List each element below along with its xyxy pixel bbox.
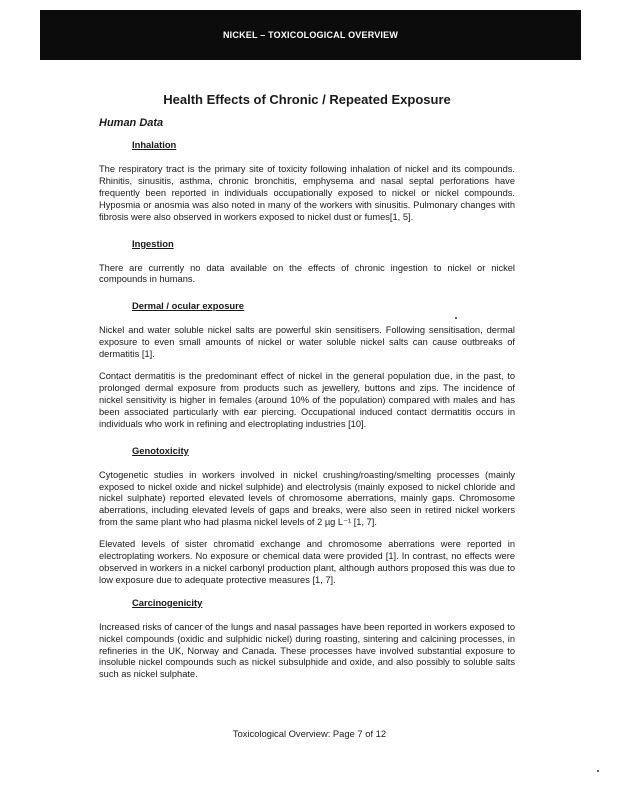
document-body (99, 92, 515, 691)
scan-speck (455, 317, 457, 319)
paragraph-genotoxicity-1: Cytogenetic studies in workers involved in nickel crushing/roasting/smelting processes (mainly exposed to nickel oxide and nickel sulphide) and electrolysis (mainly exposed to nickel chloride and nickel sulphate) reported elevated levels of chromosome aberrations, mainly gaps. Chromosome aberrations, including elevated levels of gaps and breaks, were also seen in retired nickel workers from the same plant who had plasma nickel levels of 2 µg L⁻¹ [1, 7]. (99, 469, 515, 528)
heading-carcinogenicity: Carcinogenicity (132, 596, 203, 608)
page-footer: Toxicological Overview: Page 7 of 12 (232, 728, 387, 739)
heading-genotoxicity: Genotoxicity (132, 444, 189, 456)
heading-inhalation: Inhalation (132, 139, 177, 150)
paragraph-ingestion: There are currently no data available on the effects of chronic ingestion to nickel or nickel compounds in humans. (99, 262, 515, 285)
paragraph-dermal-1: Nickel and water soluble nickel salts are powerful skin sensitisers. Following sensitisation, dermal exposure to even small amounts of nickel or water soluble nickel salts can cause outbreaks of dermatitis [1]. (99, 325, 515, 360)
header-title: NICKEL – TOXICOLOGICAL OVERVIEW (222, 30, 399, 40)
page-title: Health Effects of Chronic / Repeated Exposure (163, 92, 451, 107)
scan-speck (597, 770, 599, 772)
heading-ingestion: Ingestion (132, 237, 174, 249)
paragraph-carcinogenicity: Increased risks of cancer of the lungs and nasal passages have been reported in workers exposed to nickel compounds (oxidic and sulphidic nickel) during roasting, sintering and calcining processes, in refineries in the UK, Norway and Canada. These processes have involved substantial exposure to insoluble nickel compounds such as nickel subsulphide and oxide, and also possibly to soluble salts such as nickel sulphate. (99, 621, 515, 680)
paragraph-genotoxicity-2: Elevated levels of sister chromatid exchange and chromosome aberrations were reported in electroplating workers. No exposure or chemical data were provided [1]. In contrast, no effects were observed in workers in a nickel carbonyl production plant, although authors proposed this was due to low exposure due to adequate protective measures [1, 7]. (99, 539, 515, 585)
heading-dermal: Dermal / ocular exposure (132, 300, 245, 312)
section-subtitle: Human Data (99, 117, 164, 129)
paragraph-dermal-2: Contact dermatitis is the predominant effect of nickel in the general population due, in the past, to prolonged dermal exposure from products such as jewellery, buttons and zips. The incidence of nickel sensitivity is higher in females (around 10% of the population) compared with males and has been associated particularly with ear piercing. Occupational induced contact dermatitis occurs in individuals who work in refining and electroplating industries [10]. (99, 371, 515, 429)
paragraph-inhalation: The respiratory tract is the primary site of toxicity following inhalation of nickel and its compounds. Rhinitis, sinusitis, asthma, chronic bronchitis, emphysema and nasal septal perforations have frequently been reported in individuals occupationally exposed to nickel or nickel compounds. Hyposmia or anosmia was also noted in many of the workers with sinusitis. Pulmonary changes with fibrosis were also observed in workers exposed to nickel dust or fumes[1, 5]. (99, 164, 515, 222)
document-header-bar (40, 10, 581, 60)
